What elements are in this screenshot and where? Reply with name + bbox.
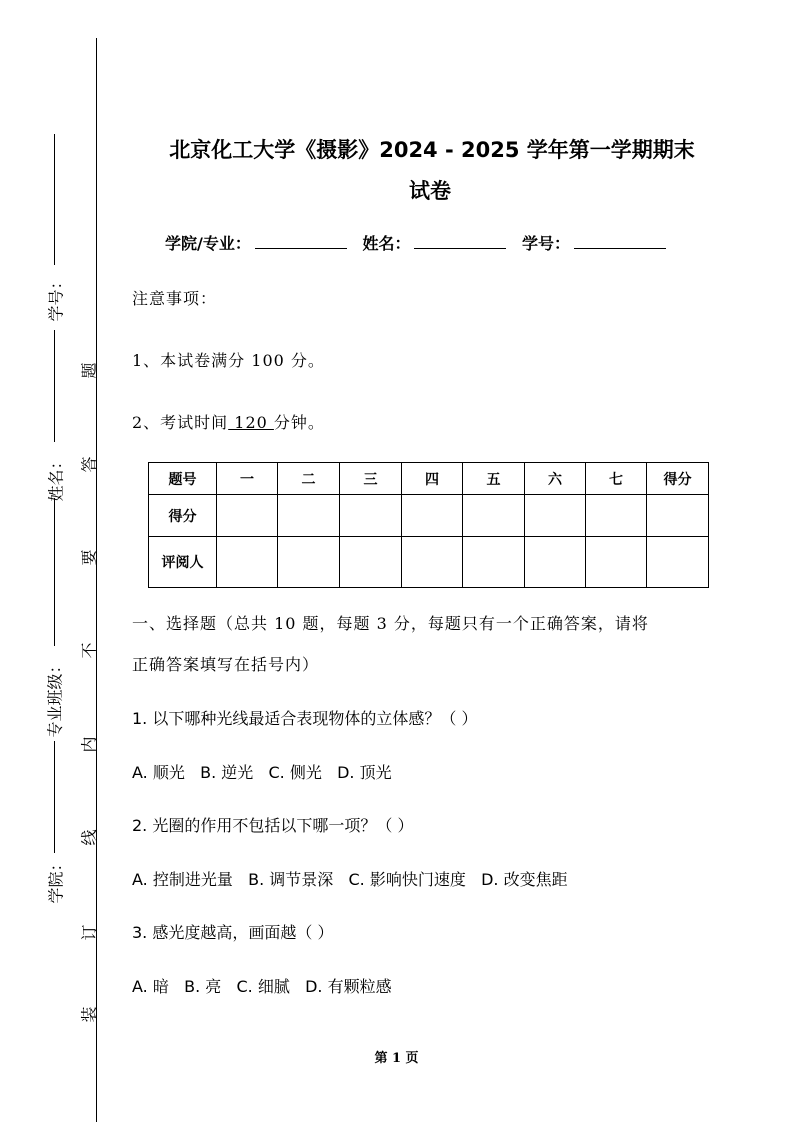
table-header-cell: 五 xyxy=(463,463,525,495)
margin-label-name: 姓名： xyxy=(46,453,66,502)
table-header-cell: 二 xyxy=(278,463,340,495)
seal-char: 装 xyxy=(79,1006,99,1023)
question-1: 1. 以下哪种光线最适合表现物体的立体感？（ ） xyxy=(132,709,478,728)
name-label: 姓名： xyxy=(362,234,411,253)
student-info-line xyxy=(165,231,676,254)
question-2-options: A. 控制进光量 B. 调节景深 C. 影响快门速度 D. 改变焦距 xyxy=(132,870,568,889)
seal-char: 不 xyxy=(79,642,99,659)
grader-cell[interactable] xyxy=(586,537,647,588)
id-label: 学号： xyxy=(522,234,571,253)
grader-cell[interactable] xyxy=(217,537,278,588)
id-blank[interactable] xyxy=(574,234,666,249)
margin-line xyxy=(54,134,55,265)
grader-cell[interactable] xyxy=(278,537,340,588)
question-1-options: A. 顺光 B. 逆光 C. 侧光 D. 顶光 xyxy=(132,763,392,782)
score-cell[interactable] xyxy=(340,495,402,537)
table-header-row xyxy=(149,463,709,495)
grader-cell[interactable] xyxy=(463,537,525,588)
table-row xyxy=(149,537,709,588)
margin-label-college: 学院： xyxy=(46,855,66,904)
seal-char: 答 xyxy=(79,456,99,473)
exam-duration: 120 xyxy=(228,413,274,432)
college-label: 学院/专业： xyxy=(165,234,251,253)
seal-char: 要 xyxy=(79,549,99,566)
seal-char: 题 xyxy=(79,362,99,379)
score-cell[interactable] xyxy=(217,495,278,537)
margin-label-student-id: 学号： xyxy=(46,273,66,322)
college-blank[interactable] xyxy=(255,234,347,249)
score-cell[interactable] xyxy=(525,495,586,537)
score-cell[interactable] xyxy=(463,495,525,537)
note-item-2-post: 分钟。 xyxy=(273,413,325,432)
notes-heading: 注意事项： xyxy=(132,289,218,308)
table-header-cell: 六 xyxy=(525,463,586,495)
grader-cell[interactable] xyxy=(647,537,709,588)
table-header-cell: 得分 xyxy=(647,463,709,495)
score-table xyxy=(148,462,709,588)
margin-line xyxy=(54,741,55,853)
row-label: 得分 xyxy=(149,495,217,537)
grader-cell[interactable] xyxy=(402,537,463,588)
question-3: 3. 感光度越高，画面越（ ） xyxy=(132,923,334,942)
margin-line xyxy=(54,330,55,442)
section-heading-line2: 正确答案填写在括号内） xyxy=(132,655,320,674)
row-label: 评阅人 xyxy=(149,537,217,588)
table-row xyxy=(149,495,709,537)
table-header-cell: 三 xyxy=(340,463,402,495)
exam-title: 北京化工大学《摄影》2024 - 2025 学年第一学期期末 xyxy=(169,138,695,162)
question-3-options: A. 暗 B. 亮 C. 细腻 D. 有颗粒感 xyxy=(132,977,392,996)
note-item-2 xyxy=(132,410,325,433)
table-header-cell: 题号 xyxy=(149,463,217,495)
exam-title-line2: 试卷 xyxy=(409,179,451,203)
binding-line xyxy=(96,38,97,1122)
note-item-1: 1、本试卷满分 100 分。 xyxy=(132,351,325,370)
score-cell[interactable] xyxy=(586,495,647,537)
seal-char: 线 xyxy=(79,829,99,846)
score-cell[interactable] xyxy=(402,495,463,537)
score-cell[interactable] xyxy=(647,495,709,537)
table-header-cell: 一 xyxy=(217,463,278,495)
grader-cell[interactable] xyxy=(340,537,402,588)
score-cell[interactable] xyxy=(278,495,340,537)
grader-cell[interactable] xyxy=(525,537,586,588)
table-header-cell: 七 xyxy=(586,463,647,495)
name-blank[interactable] xyxy=(414,234,506,249)
section-heading: 一、选择题（总共 10 题，每题 3 分，每题只有一个正确答案，请将 xyxy=(132,614,649,633)
margin-label-class: 专业班级： xyxy=(45,657,65,738)
seal-char: 订 xyxy=(79,924,99,941)
table-header-cell: 四 xyxy=(402,463,463,495)
page-number: 第 1 页 xyxy=(374,1051,419,1066)
question-2: 2. 光圈的作用不包括以下哪一项？（ ） xyxy=(132,816,414,835)
note-item-2-pre: 2、考试时间 xyxy=(132,413,229,432)
seal-char: 内 xyxy=(79,736,99,753)
margin-line xyxy=(54,498,55,646)
